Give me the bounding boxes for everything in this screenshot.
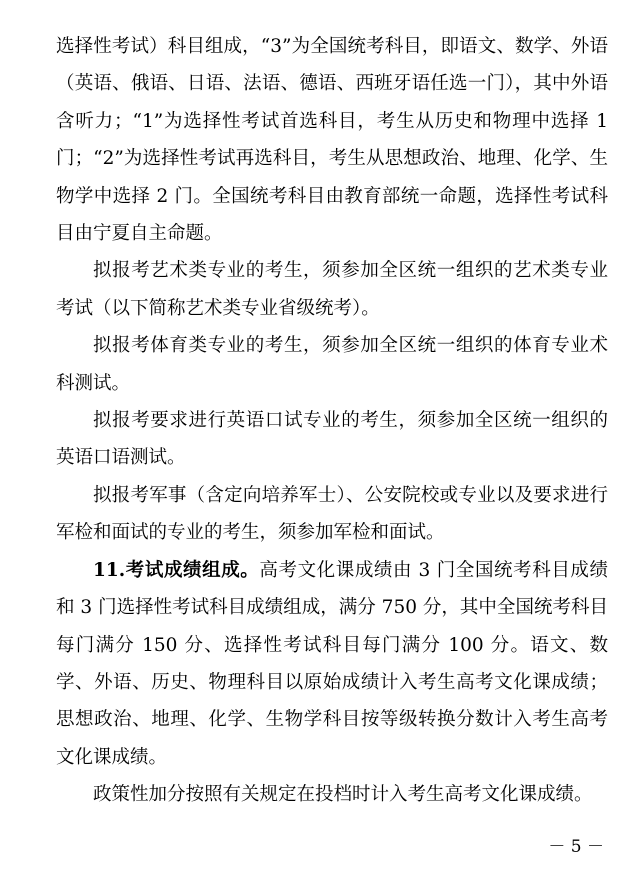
paragraph-sports-exam xyxy=(56,327,608,402)
paragraph-text: 政策性加分按照有关规定在投档时计入考生高考文化课成绩。 xyxy=(93,784,593,806)
section-heading: 11.考试成绩组成。 xyxy=(93,559,260,581)
paragraph-text: 拟报考艺术类专业的考生，须参加全区统一组织的艺术类专业考试（以下简称艺术类专业省级统考）。 xyxy=(56,260,608,319)
paragraph-text: 高考文化课成绩由 3 门全国统考科目成绩和 3 门选择性考试科目成绩组成，满分 750 分，其中全国统考科目每门满分 150 分、选择性考试科目每门满分 100 分。语文、数学、外语、历史、物理科目以原始成绩计入考生高考文化课成绩；思想政治、地理、化学、生物学科目按等级转换分数计入考生高考文化课成绩。 xyxy=(56,559,608,768)
paragraph-art-exam xyxy=(56,252,608,327)
paragraph-text: 拟报考要求进行英语口试专业的考生，须参加全区统一组织的英语口语测试。 xyxy=(56,410,608,469)
paragraph-text: 拟报考体育类专业的考生，须参加全区统一组织的体育专业术科测试。 xyxy=(56,335,608,394)
paragraph-bonus-points xyxy=(56,776,608,813)
paragraph-english-oral xyxy=(56,402,608,477)
paragraph-text: 拟报考军事（含定向培养军士）、公安院校或专业以及要求进行军检和面试的专业的考生，须参加军检和面试。 xyxy=(56,484,608,544)
paragraph-score-composition xyxy=(56,552,608,776)
paragraph-text: 选择性考试）科目组成，“3”为全国统考科目，即语文、数学、外语（英语、俄语、日语、法语、德语、西班牙语任选一门），其中外语含听力；“1”为选择性考试首选科目，考生从历史和物理中选择 1 门；“2”为选择性考试再选科目，考生从思想政治、地理、化学、生物学中选择 2 门。全国统考科目由教育部统一命题，选择性考试科目由宁夏自主命题。 xyxy=(56,36,608,245)
paragraph-subjects xyxy=(56,28,608,252)
page-number: － 5 － xyxy=(548,837,604,857)
paragraph-military-police xyxy=(56,477,608,552)
document-body xyxy=(56,28,608,814)
